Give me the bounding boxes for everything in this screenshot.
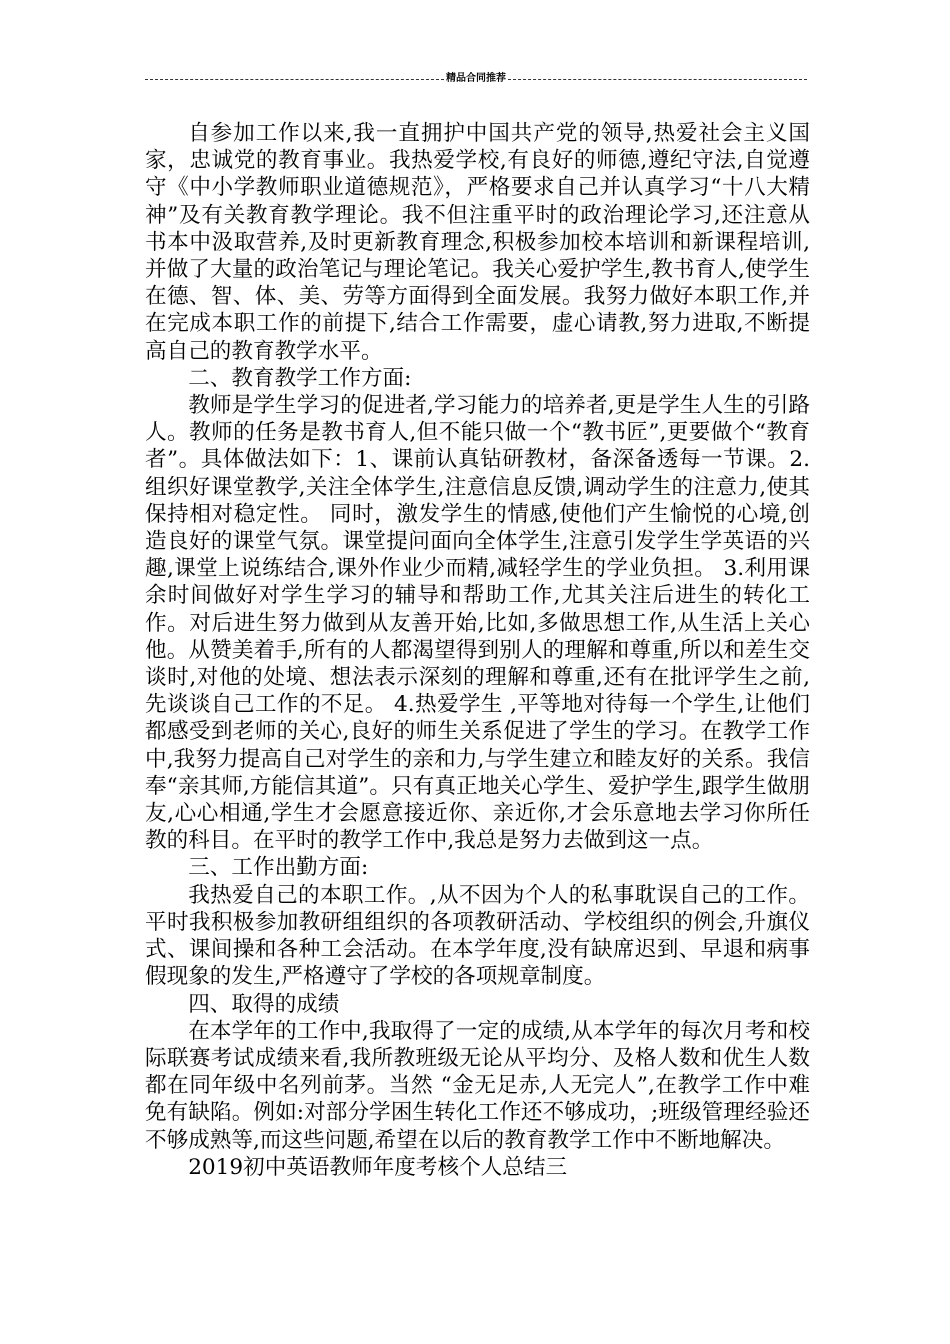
paragraph-achievements: 在本学年的工作中,我取得了一定的成绩,从本学年的每次月考和校际联赛考试成绩来看,我所教班级无论从平均分、及格人数和优生人数都在同年级中名列前茅。当然 “金无足赤,人无完人”,在教学工作中难免有缺陷。例如:对部分学困生转化工作还不够成功，;班级管理经验还不够成熟等,而这些问题,希望在以后的教育教学工作中不断地解决。 (145, 1018, 810, 1153)
header-dashed-rule-right (508, 79, 807, 80)
paragraph-teaching: 教师是学生学习的促进者,学习能力的培养者,更是学生人生的引路人。教师的任务是教书育人,但不能只做一个“教书匠”,更要做个“教育者”。具体做法如下：1、课前认真钻研教材，备深备透每一节课。2.组织好课堂教学,关注全体学生,注意信息反馈,调动学生的注意力,使其保持相对稳定性。 同时，激发学生的情感,使他们产生愉悦的心境,创造良好的课堂气氛。课堂提问面向全体学生,注意引发学生学英语的兴趣,课堂上说练结合,课外作业少而精,减轻学生的学业负担。 3.利用课余时间做好对学生学习的辅导和帮助工作,尤其关注后进生的转化工作。对后进生努力做到从友善开始,比如,多做思想工作,从生活上关心他。从赞美着手,所有的人都渴望得到别人的理解和尊重,所以和差生交谈时,对他的处境、想法表示深刻的理解和尊重,还有在批评学生之前,先谈谈自己工作的不足。 4.热爱学生 ,平等地对待每一个学生,让他们都感受到老师的关心,良好的师生关系促进了学生的学习。在教学工作中,我努力提高自己对学生的亲和力,与学生建立和睦友好的关系。我信奉“亲其师,方能信其道”。只有真正地关心学生、爱护学生,跟学生做朋友,心心相通,学生才会愿意接近你、亲近你,才会乐意地去学习你所任教的科目。在平时的教学工作中,我总是努力去做到这一点。 (145, 393, 810, 854)
page-header (145, 72, 807, 86)
document-body (145, 120, 810, 1181)
section-heading-achievements: 四、取得的成绩 (188, 991, 340, 1017)
next-section-title: 2019初中英语教师年度考核个人总结三 (188, 1154, 568, 1180)
paragraph-attendance: 我热爱自己的本职工作。,从不因为个人的私事耽误自己的工作。平时我积极参加教研组组织的各项教研活动、学校组织的例会,升旗仪式、课间操和各种工会活动。在本学年度,没有缺席迟到、早退和病事假现象的发生,严格遵守了学校的各项规章制度。 (145, 882, 810, 990)
section-heading-attendance: 三、工作出勤方面: (188, 855, 369, 881)
header-title: 精品合同推荐 (446, 73, 506, 84)
paragraph-intro: 自参加工作以来,我一直拥护中国共产党的领导,热爱社会主义国家，忠诚党的教育事业。我热爱学校,有良好的师德,遵纪守法,自觉遵守《中小学教师职业道德规范》，严格要求自己并认真学习“十八大精神”及有关教育教学理论。我不但注重平时的政治理论学习,还注意从书本中汲取营养,及时更新教育理念,积极参加校本培训和新课程培训,并做了大量的政治笔记与理论笔记。我关心爱护学生,教书育人,使学生在德、智、体、美、劳等方面得到全面发展。我努力做好本职工作,并在完成本职工作的前提下,结合工作需要，虚心请教,努力进取,不断提高自己的教育教学水平。 (145, 121, 810, 364)
header-dashed-rule-left (145, 79, 444, 80)
section-heading-teaching: 二、教育教学工作方面: (188, 365, 412, 391)
